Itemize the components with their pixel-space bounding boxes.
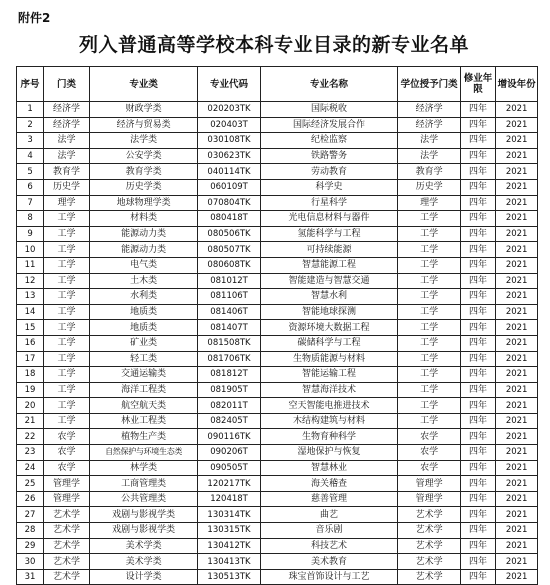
- major-code-cell: 020203TK: [198, 102, 261, 118]
- major-name-cell: 生物质能源与材料: [260, 351, 398, 367]
- table-header-row: [17, 67, 538, 102]
- major-code-cell: 030623TK: [198, 148, 261, 164]
- year-added-cell: 2021: [496, 335, 538, 351]
- serial-cell: 30: [17, 554, 44, 570]
- degree-category-cell: 农学: [398, 460, 461, 476]
- study-years-cell: 四年: [460, 335, 495, 351]
- table-row: [17, 367, 538, 383]
- category-cell: 农学: [44, 429, 90, 445]
- major-code-cell: 081106T: [198, 289, 261, 305]
- major-name-cell: 可持续能源: [260, 242, 398, 258]
- table-row: [17, 304, 538, 320]
- major-name-cell: 生物育种科学: [260, 429, 398, 445]
- table-row: [17, 164, 538, 180]
- degree-category-cell: 艺术学: [398, 538, 461, 554]
- category-cell: 经济学: [44, 102, 90, 118]
- table-row: [17, 382, 538, 398]
- degree-category-cell: 法学: [398, 133, 461, 149]
- discipline-class-cell: 美术学类: [89, 538, 197, 554]
- major-name-cell: 科学史: [260, 179, 398, 195]
- table-row: [17, 523, 538, 539]
- table-row: [17, 413, 538, 429]
- degree-category-cell: 工学: [398, 257, 461, 273]
- serial-cell: 23: [17, 445, 44, 461]
- category-cell: 工学: [44, 304, 90, 320]
- year-added-cell: 2021: [496, 148, 538, 164]
- serial-cell: 16: [17, 335, 44, 351]
- discipline-class-cell: 植物生产类: [89, 429, 197, 445]
- year-added-cell: 2021: [496, 523, 538, 539]
- serial-cell: 4: [17, 148, 44, 164]
- study-years-cell: 四年: [460, 164, 495, 180]
- serial-cell: 11: [17, 257, 44, 273]
- degree-category-cell: 管理学: [398, 476, 461, 492]
- table-row: [17, 211, 538, 227]
- year-added-cell: 2021: [496, 476, 538, 492]
- major-code-cell: 060109T: [198, 179, 261, 195]
- category-cell: 法学: [44, 148, 90, 164]
- discipline-class-cell: 历史学类: [89, 179, 197, 195]
- table-row: [17, 351, 538, 367]
- table-row: [17, 273, 538, 289]
- degree-category-cell: 管理学: [398, 491, 461, 507]
- category-cell: 管理学: [44, 476, 90, 492]
- serial-cell: 8: [17, 211, 44, 227]
- major-name-cell: 纪检监察: [260, 133, 398, 149]
- category-cell: 管理学: [44, 491, 90, 507]
- major-name-cell: 劳动教育: [260, 164, 398, 180]
- serial-cell: 20: [17, 398, 44, 414]
- study-years-cell: 四年: [460, 476, 495, 492]
- major-code-cell: 040114TK: [198, 164, 261, 180]
- year-added-cell: 2021: [496, 445, 538, 461]
- degree-category-cell: 历史学: [398, 179, 461, 195]
- discipline-class-cell: 自然保护与环境生态类: [89, 445, 197, 461]
- discipline-class-cell: 经济与贸易类: [89, 117, 197, 133]
- study-years-cell: 四年: [460, 382, 495, 398]
- discipline-class-cell: 海洋工程类: [89, 382, 197, 398]
- category-cell: 工学: [44, 335, 90, 351]
- major-name-cell: 智慧能源工程: [260, 257, 398, 273]
- year-added-cell: 2021: [496, 320, 538, 336]
- study-years-cell: 四年: [460, 102, 495, 118]
- year-added-cell: 2021: [496, 491, 538, 507]
- category-cell: 法学: [44, 133, 90, 149]
- major-code-cell: 081406T: [198, 304, 261, 320]
- year-added-cell: 2021: [496, 507, 538, 523]
- major-name-cell: 科技艺术: [260, 538, 398, 554]
- year-added-cell: 2021: [496, 179, 538, 195]
- new-majors-table: [16, 66, 538, 585]
- major-name-cell: 资源环境大数据工程: [260, 320, 398, 336]
- column-header: 学位授予门类: [398, 67, 461, 102]
- major-name-cell: 国际税收: [260, 102, 398, 118]
- study-years-cell: 四年: [460, 429, 495, 445]
- degree-category-cell: 工学: [398, 211, 461, 227]
- year-added-cell: 2021: [496, 304, 538, 320]
- discipline-class-cell: 地球物理学类: [89, 195, 197, 211]
- category-cell: 工学: [44, 257, 90, 273]
- serial-cell: 25: [17, 476, 44, 492]
- study-years-cell: 四年: [460, 211, 495, 227]
- major-name-cell: 氢能科学与工程: [260, 226, 398, 242]
- table-row: [17, 257, 538, 273]
- year-added-cell: 2021: [496, 273, 538, 289]
- major-name-cell: 光电信息材料与器件: [260, 211, 398, 227]
- serial-cell: 29: [17, 538, 44, 554]
- major-name-cell: 智能建造与智慧交通: [260, 273, 398, 289]
- year-added-cell: 2021: [496, 242, 538, 258]
- study-years-cell: 四年: [460, 413, 495, 429]
- discipline-class-cell: 美术学类: [89, 554, 197, 570]
- major-code-cell: 130315TK: [198, 523, 261, 539]
- study-years-cell: 四年: [460, 554, 495, 570]
- year-added-cell: 2021: [496, 289, 538, 305]
- category-cell: 经济学: [44, 117, 90, 133]
- table-row: [17, 554, 538, 570]
- major-name-cell: 湿地保护与恢复: [260, 445, 398, 461]
- table-row: [17, 117, 538, 133]
- year-added-cell: 2021: [496, 460, 538, 476]
- year-added-cell: 2021: [496, 554, 538, 570]
- column-header: 门类: [44, 67, 90, 102]
- discipline-class-cell: 水利类: [89, 289, 197, 305]
- major-code-cell: 081407T: [198, 320, 261, 336]
- study-years-cell: 四年: [460, 507, 495, 523]
- year-added-cell: 2021: [496, 569, 538, 585]
- study-years-cell: 四年: [460, 398, 495, 414]
- discipline-class-cell: 林学类: [89, 460, 197, 476]
- serial-cell: 19: [17, 382, 44, 398]
- table-row: [17, 538, 538, 554]
- major-name-cell: 空天智能电推进技术: [260, 398, 398, 414]
- study-years-cell: 四年: [460, 320, 495, 336]
- discipline-class-cell: 设计学类: [89, 569, 197, 585]
- discipline-class-cell: 公安学类: [89, 148, 197, 164]
- category-cell: 工学: [44, 211, 90, 227]
- major-code-cell: 130513TK: [198, 569, 261, 585]
- study-years-cell: 四年: [460, 445, 495, 461]
- major-code-cell: 080506TK: [198, 226, 261, 242]
- discipline-class-cell: 法学类: [89, 133, 197, 149]
- year-added-cell: 2021: [496, 367, 538, 383]
- degree-category-cell: 法学: [398, 148, 461, 164]
- table-row: [17, 102, 538, 118]
- study-years-cell: 四年: [460, 179, 495, 195]
- serial-cell: 7: [17, 195, 44, 211]
- study-years-cell: 四年: [460, 242, 495, 258]
- degree-category-cell: 工学: [398, 351, 461, 367]
- major-name-cell: 智能地球探测: [260, 304, 398, 320]
- study-years-cell: 四年: [460, 195, 495, 211]
- major-name-cell: 海关稽查: [260, 476, 398, 492]
- category-cell: 艺术学: [44, 507, 90, 523]
- serial-cell: 17: [17, 351, 44, 367]
- table-row: [17, 133, 538, 149]
- discipline-class-cell: 地质类: [89, 320, 197, 336]
- discipline-class-cell: 轻工类: [89, 351, 197, 367]
- study-years-cell: 四年: [460, 351, 495, 367]
- category-cell: 工学: [44, 367, 90, 383]
- study-years-cell: 四年: [460, 304, 495, 320]
- major-name-cell: 木结构建筑与材料: [260, 413, 398, 429]
- major-code-cell: 090505T: [198, 460, 261, 476]
- degree-category-cell: 理学: [398, 195, 461, 211]
- major-code-cell: 130413TK: [198, 554, 261, 570]
- discipline-class-cell: 公共管理类: [89, 491, 197, 507]
- category-cell: 工学: [44, 289, 90, 305]
- serial-cell: 2: [17, 117, 44, 133]
- serial-cell: 6: [17, 179, 44, 195]
- serial-cell: 13: [17, 289, 44, 305]
- year-added-cell: 2021: [496, 382, 538, 398]
- major-name-cell: 铁路警务: [260, 148, 398, 164]
- major-code-cell: 080507TK: [198, 242, 261, 258]
- year-added-cell: 2021: [496, 538, 538, 554]
- degree-category-cell: 经济学: [398, 117, 461, 133]
- category-cell: 艺术学: [44, 569, 90, 585]
- table-row: [17, 398, 538, 414]
- table-row: [17, 195, 538, 211]
- discipline-class-cell: 电气类: [89, 257, 197, 273]
- major-name-cell: 智慧林业: [260, 460, 398, 476]
- year-added-cell: 2021: [496, 117, 538, 133]
- serial-cell: 5: [17, 164, 44, 180]
- serial-cell: 9: [17, 226, 44, 242]
- discipline-class-cell: 土木类: [89, 273, 197, 289]
- serial-cell: 1: [17, 102, 44, 118]
- category-cell: 工学: [44, 398, 90, 414]
- category-cell: 理学: [44, 195, 90, 211]
- discipline-class-cell: 戏剧与影视学类: [89, 523, 197, 539]
- major-code-cell: 120217TK: [198, 476, 261, 492]
- degree-category-cell: 工学: [398, 226, 461, 242]
- column-header: 增设年份: [496, 67, 538, 102]
- discipline-class-cell: 航空航天类: [89, 398, 197, 414]
- serial-cell: 24: [17, 460, 44, 476]
- table-row: [17, 429, 538, 445]
- discipline-class-cell: 能源动力类: [89, 242, 197, 258]
- major-code-cell: 090116TK: [198, 429, 261, 445]
- annex-label: 附件2: [18, 11, 51, 25]
- column-header: 修业年限: [460, 67, 495, 102]
- study-years-cell: 四年: [460, 569, 495, 585]
- major-code-cell: 030108TK: [198, 133, 261, 149]
- study-years-cell: 四年: [460, 491, 495, 507]
- discipline-class-cell: 矿业类: [89, 335, 197, 351]
- category-cell: 艺术学: [44, 538, 90, 554]
- table-row: [17, 335, 538, 351]
- discipline-class-cell: 财政学类: [89, 102, 197, 118]
- degree-category-cell: 农学: [398, 429, 461, 445]
- study-years-cell: 四年: [460, 133, 495, 149]
- serial-cell: 15: [17, 320, 44, 336]
- category-cell: 农学: [44, 445, 90, 461]
- major-name-cell: 智慧海洋技术: [260, 382, 398, 398]
- major-code-cell: 081812T: [198, 367, 261, 383]
- year-added-cell: 2021: [496, 211, 538, 227]
- year-added-cell: 2021: [496, 133, 538, 149]
- serial-cell: 18: [17, 367, 44, 383]
- discipline-class-cell: 林业工程类: [89, 413, 197, 429]
- serial-cell: 10: [17, 242, 44, 258]
- year-added-cell: 2021: [496, 429, 538, 445]
- table-row: [17, 569, 538, 585]
- category-cell: 教育学: [44, 164, 90, 180]
- serial-cell: 26: [17, 491, 44, 507]
- serial-cell: 22: [17, 429, 44, 445]
- degree-category-cell: 艺术学: [398, 523, 461, 539]
- major-code-cell: 081012T: [198, 273, 261, 289]
- major-name-cell: 国际经济发展合作: [260, 117, 398, 133]
- major-code-cell: 082011T: [198, 398, 261, 414]
- serial-cell: 31: [17, 569, 44, 585]
- category-cell: 工学: [44, 242, 90, 258]
- discipline-class-cell: 能源动力类: [89, 226, 197, 242]
- major-code-cell: 120418T: [198, 491, 261, 507]
- major-code-cell: 020403T: [198, 117, 261, 133]
- category-cell: 艺术学: [44, 554, 90, 570]
- table-row: [17, 289, 538, 305]
- year-added-cell: 2021: [496, 102, 538, 118]
- year-added-cell: 2021: [496, 164, 538, 180]
- major-name-cell: 曲艺: [260, 507, 398, 523]
- table-row: [17, 179, 538, 195]
- degree-category-cell: 工学: [398, 242, 461, 258]
- discipline-class-cell: 地质类: [89, 304, 197, 320]
- major-name-cell: 行星科学: [260, 195, 398, 211]
- study-years-cell: 四年: [460, 226, 495, 242]
- serial-cell: 27: [17, 507, 44, 523]
- table-row: [17, 242, 538, 258]
- major-code-cell: 130314TK: [198, 507, 261, 523]
- discipline-class-cell: 教育学类: [89, 164, 197, 180]
- degree-category-cell: 工学: [398, 304, 461, 320]
- column-header: 专业名称: [260, 67, 398, 102]
- major-code-cell: 081706TK: [198, 351, 261, 367]
- study-years-cell: 四年: [460, 367, 495, 383]
- discipline-class-cell: 交通运输类: [89, 367, 197, 383]
- study-years-cell: 四年: [460, 117, 495, 133]
- category-cell: 工学: [44, 273, 90, 289]
- column-header: 专业类: [89, 67, 197, 102]
- table-row: [17, 507, 538, 523]
- degree-category-cell: 工学: [398, 398, 461, 414]
- category-cell: 历史学: [44, 179, 90, 195]
- year-added-cell: 2021: [496, 257, 538, 273]
- major-name-cell: 美术教育: [260, 554, 398, 570]
- major-name-cell: 慈善管理: [260, 491, 398, 507]
- category-cell: 工学: [44, 382, 90, 398]
- category-cell: 工学: [44, 320, 90, 336]
- table-row: [17, 476, 538, 492]
- degree-category-cell: 经济学: [398, 102, 461, 118]
- degree-category-cell: 工学: [398, 289, 461, 305]
- study-years-cell: 四年: [460, 289, 495, 305]
- degree-category-cell: 工学: [398, 367, 461, 383]
- serial-cell: 28: [17, 523, 44, 539]
- year-added-cell: 2021: [496, 226, 538, 242]
- study-years-cell: 四年: [460, 538, 495, 554]
- year-added-cell: 2021: [496, 195, 538, 211]
- table-row: [17, 320, 538, 336]
- major-code-cell: 081905T: [198, 382, 261, 398]
- degree-category-cell: 工学: [398, 320, 461, 336]
- serial-cell: 3: [17, 133, 44, 149]
- degree-category-cell: 工学: [398, 413, 461, 429]
- table-body: [17, 102, 538, 585]
- discipline-class-cell: 工商管理类: [89, 476, 197, 492]
- major-name-cell: 碳储科学与工程: [260, 335, 398, 351]
- year-added-cell: 2021: [496, 351, 538, 367]
- major-code-cell: 080418T: [198, 211, 261, 227]
- major-code-cell: 070804TK: [198, 195, 261, 211]
- year-added-cell: 2021: [496, 413, 538, 429]
- year-added-cell: 2021: [496, 398, 538, 414]
- degree-category-cell: 艺术学: [398, 554, 461, 570]
- category-cell: 工学: [44, 351, 90, 367]
- study-years-cell: 四年: [460, 523, 495, 539]
- major-code-cell: 080608TK: [198, 257, 261, 273]
- major-name-cell: 珠宝首饰设计与工艺: [260, 569, 398, 585]
- serial-cell: 14: [17, 304, 44, 320]
- major-code-cell: 130412TK: [198, 538, 261, 554]
- degree-category-cell: 工学: [398, 335, 461, 351]
- category-cell: 工学: [44, 413, 90, 429]
- major-name-cell: 智能运输工程: [260, 367, 398, 383]
- serial-cell: 21: [17, 413, 44, 429]
- degree-category-cell: 工学: [398, 273, 461, 289]
- column-header: 专业代码: [198, 67, 261, 102]
- study-years-cell: 四年: [460, 460, 495, 476]
- degree-category-cell: 教育学: [398, 164, 461, 180]
- degree-category-cell: 工学: [398, 382, 461, 398]
- table-row: [17, 460, 538, 476]
- page-title: 列入普通高等学校本科专业目录的新专业名单: [78, 34, 469, 56]
- major-code-cell: 090206T: [198, 445, 261, 461]
- table-row: [17, 491, 538, 507]
- major-name-cell: 音乐剧: [260, 523, 398, 539]
- category-cell: 农学: [44, 460, 90, 476]
- major-code-cell: 082405T: [198, 413, 261, 429]
- table-row: [17, 148, 538, 164]
- study-years-cell: 四年: [460, 148, 495, 164]
- major-code-cell: 081508TK: [198, 335, 261, 351]
- table-row: [17, 445, 538, 461]
- serial-cell: 12: [17, 273, 44, 289]
- discipline-class-cell: 材料类: [89, 211, 197, 227]
- degree-category-cell: 农学: [398, 445, 461, 461]
- study-years-cell: 四年: [460, 257, 495, 273]
- study-years-cell: 四年: [460, 273, 495, 289]
- major-name-cell: 智慧水利: [260, 289, 398, 305]
- category-cell: 工学: [44, 226, 90, 242]
- category-cell: 艺术学: [44, 523, 90, 539]
- discipline-class-cell: 戏剧与影视学类: [89, 507, 197, 523]
- table-row: [17, 226, 538, 242]
- degree-category-cell: 艺术学: [398, 569, 461, 585]
- column-header: 序号: [17, 67, 44, 102]
- degree-category-cell: 艺术学: [398, 507, 461, 523]
